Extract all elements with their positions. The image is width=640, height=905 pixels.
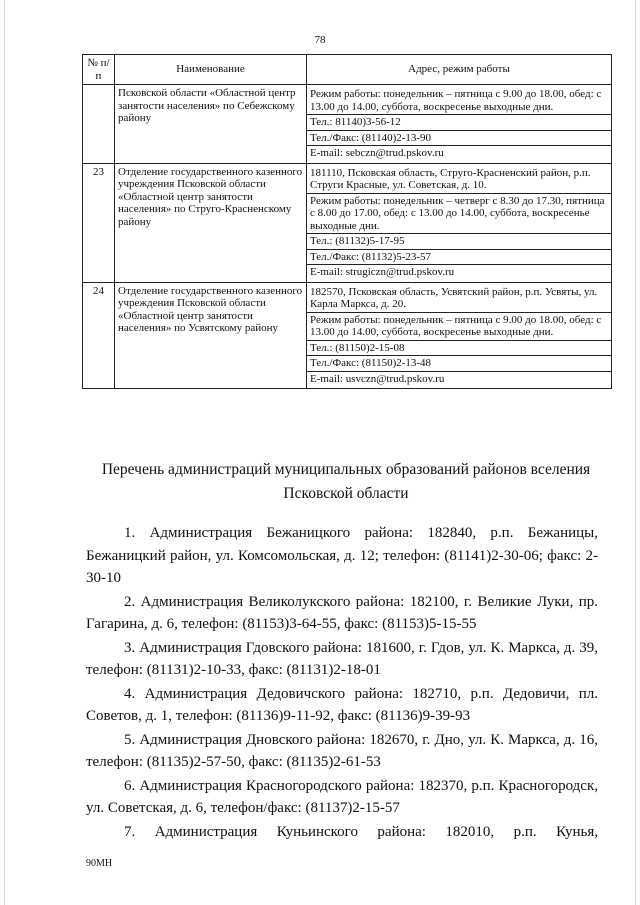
table-row bbox=[83, 85, 612, 164]
row-name: Отделение государственного казенного учреждения Псковской области «Областной центр занятости населения» по Струго-Красненскому району bbox=[115, 163, 307, 282]
row-num: 24 bbox=[83, 282, 115, 389]
row-name: Отделение государственного казенного учреждения Псковской области «Областной центр занятости населения» по Усвятскому району bbox=[115, 282, 307, 389]
header-name: Наименование bbox=[115, 55, 307, 85]
table-row bbox=[83, 282, 612, 389]
list-item: 7. Администрация Куньинского района: 182010, р.п. Кунья, bbox=[124, 823, 598, 840]
list-item: 1. Администрация Бежаницкого района: 182840, р.п. Бежаницы, Бежаницкий район, ул. Комсомольская, д. 12; телефон: (81141)2-30-06; факс: 2-30-10 bbox=[86, 525, 598, 586]
phone-fax: Тел./Факс: (81150)2-13-48 bbox=[307, 355, 611, 371]
page-number: 78 bbox=[314, 34, 326, 46]
address: 182570, Псковская область, Усвятский район, р.п. Усвяты, ул. Карла Маркса, д. 20. bbox=[310, 285, 598, 310]
phone: Тел.: (81150)2-15-08 bbox=[307, 340, 611, 356]
table-header-row bbox=[83, 55, 612, 85]
row-address-cell bbox=[307, 163, 612, 282]
work-hours: Режим работы: понедельник – пятница с 9.00 до 18.00, обед: с 13.00 до 14.00, суббота, воскресенье выходные дни. bbox=[310, 88, 602, 113]
header-address: Адрес, режим работы bbox=[307, 55, 612, 85]
phone-fax: Тел./Факс: (81140)2-13-90 bbox=[307, 130, 611, 146]
phone: Тел.: 81140)3-56-12 bbox=[307, 114, 611, 130]
employment-centers-table bbox=[82, 54, 612, 389]
list-item: 3. Администрация Гдовского района: 181600, г. Гдов, ул. К. Маркса, д. 39, телефон: (81131)2-10-33, факс: (81131)2-18-01 bbox=[86, 639, 598, 678]
list-item: 2. Администрация Великолукского района: 182100, г. Великие Луки, пр. Гагарина, д. 6, телефон: (81153)3-64-55, факс: (81153)5-15-55 bbox=[86, 593, 598, 632]
address: 181110, Псковская область, Струго-Красненский район, р.п. Струги Красные, ул. Советская, д. 10. bbox=[310, 166, 591, 191]
table-row bbox=[83, 163, 612, 282]
section-title: Перечень администраций муниципальных образований районов вселения Псковской области bbox=[101, 461, 591, 502]
administrations-list bbox=[86, 522, 598, 844]
email: E-mail: strugiczn@trud.pskov.ru bbox=[307, 264, 611, 280]
scan-edge-left bbox=[4, 0, 5, 905]
row-address-cell bbox=[307, 85, 612, 164]
list-item: 5. Администрация Дновского района: 182670, г. Дно, ул. К. Маркса, д. 16, телефон: (81135)2-57-50, факс: (81135)2-61-53 bbox=[86, 731, 598, 770]
row-name: Псковской области «Областной центр занятости населения» по Себежскому району bbox=[115, 85, 307, 164]
header-num: № п/п bbox=[83, 55, 115, 85]
work-hours: Режим работы: понедельник – четверг с 8.30 до 17.30, пятница с 8.00 до 17.00, обед: с 13.00 до 14.00, суббота, воскресенье выходные дни. bbox=[307, 193, 611, 234]
scan-edge-right bbox=[635, 0, 636, 905]
email: E-mail: usvczn@trud.pskov.ru bbox=[307, 371, 611, 387]
list-item: 6. Администрация Красногородского района: 182370, р.п. Красногородск, ул. Советская, д. 6, телефон/факс: (81137)2-15-57 bbox=[86, 777, 598, 816]
list-item: 4. Администрация Дедовичского района: 182710, р.п. Дедовичи, пл. Советов, д. 1, телефон: (81136)9-11-92, факс: (81136)9-39-93 bbox=[86, 685, 598, 724]
row-num: 23 bbox=[83, 163, 115, 282]
footer-code: 90МН bbox=[86, 858, 113, 869]
row-address-cell bbox=[307, 282, 612, 389]
row-num bbox=[83, 85, 115, 164]
phone: Тел.: (81132)5-17-95 bbox=[307, 233, 611, 249]
phone-fax: Тел./Факс: (81132)5-23-57 bbox=[307, 249, 611, 265]
work-hours: Режим работы: понедельник – пятница с 9.00 до 18.00, обед: с 13.00 до 14.00, суббота, воскресенье выходные дни. bbox=[307, 312, 611, 340]
email: E-mail: sebczn@trud.pskov.ru bbox=[307, 145, 611, 161]
